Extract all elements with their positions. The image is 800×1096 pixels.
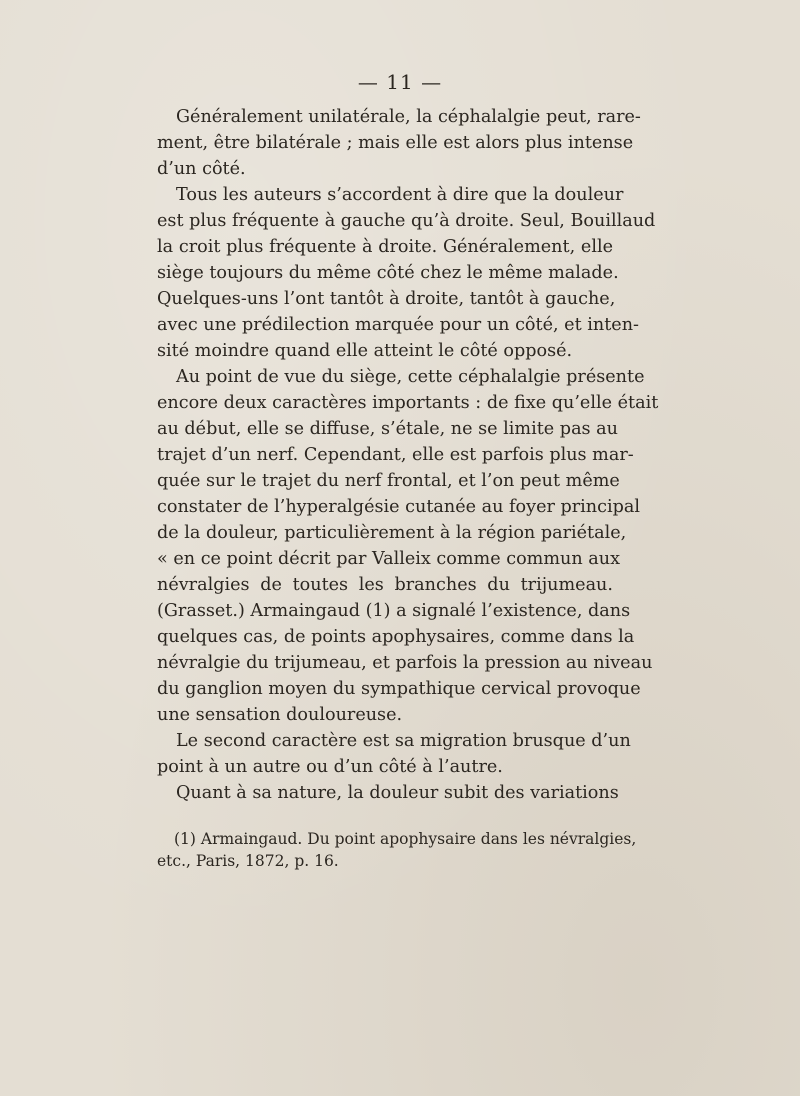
paragraph: [157, 182, 656, 364]
footnote: [157, 828, 637, 872]
text-line: Quant à sa nature, la douleur subit des variations: [176, 783, 619, 803]
text-line: point à un autre ou d’un côté à l’autre.: [157, 757, 503, 777]
text-line: Au point de vue du siège, cette céphalalgie présente: [176, 367, 645, 387]
text-line: quée sur le trajet du nerf frontal, et l’on peut même: [157, 471, 620, 491]
paragraph: [157, 364, 659, 728]
text-line: ment, être bilatérale ; mais elle est alors plus intense: [157, 133, 634, 153]
text-line: sité moindre quand elle atteint le côté opposé.: [157, 341, 573, 361]
text-line: du ganglion moyen du sympathique cervical provoque: [157, 679, 641, 699]
text-line: siège toujours du même côté chez le même malade.: [157, 263, 619, 283]
text-line: trajet d’un nerf. Cependant, elle est parfois plus mar-: [157, 445, 634, 465]
text-line: « en ce point décrit par Valleix comme commun aux: [157, 549, 621, 569]
text-line: quelques cas, de points apophysaires, comme dans la: [157, 627, 635, 647]
page-number: — 11 —: [357, 70, 443, 94]
footnote-line: (1) Armaingaud. Du point apophysaire dans les névralgies,: [174, 830, 637, 848]
text-line: constater de l’hyperalgésie cutanée au foyer principal: [157, 497, 640, 517]
text-line: Tous les auteurs s’accordent à dire que la douleur: [176, 185, 624, 205]
text-line: d’un côté.: [157, 159, 246, 179]
text-line: est plus fréquente à gauche qu’à droite. Seul, Bouillaud: [157, 211, 656, 231]
text-line: névralgies de toutes les branches du trijumeau.: [157, 575, 613, 595]
text-line: de la douleur, particulièrement à la région pariétale,: [157, 523, 627, 543]
text-line: (Grasset.) Armaingaud (1) a signalé l’existence, dans: [157, 601, 631, 621]
text-line: avec une prédilection marquée pour un côté, et inten-: [157, 315, 639, 335]
text-line: névralgie du trijumeau, et parfois la pression au niveau: [157, 653, 653, 673]
text-line: encore deux caractères importants : de fixe qu’elle était: [157, 393, 659, 413]
text-line: Le second caractère est sa migration brusque d’un: [176, 731, 631, 751]
text-line: Généralement unilatérale, la céphalalgie peut, rare-: [176, 107, 641, 127]
body-text: [157, 104, 659, 806]
paragraph: [157, 780, 619, 806]
footnote-line: etc., Paris, 1872, p. 16.: [157, 852, 339, 870]
text-line: la croit plus fréquente à droite. Généralement, elle: [157, 237, 613, 257]
text-line: au début, elle se diffuse, s’étale, ne se limite pas au: [157, 419, 619, 439]
text-line: Quelques-uns l’ont tantôt à droite, tantôt à gauche,: [157, 289, 616, 309]
text-line: une sensation douloureuse.: [157, 705, 403, 725]
paragraph: [157, 104, 641, 182]
paragraph: [157, 728, 631, 780]
